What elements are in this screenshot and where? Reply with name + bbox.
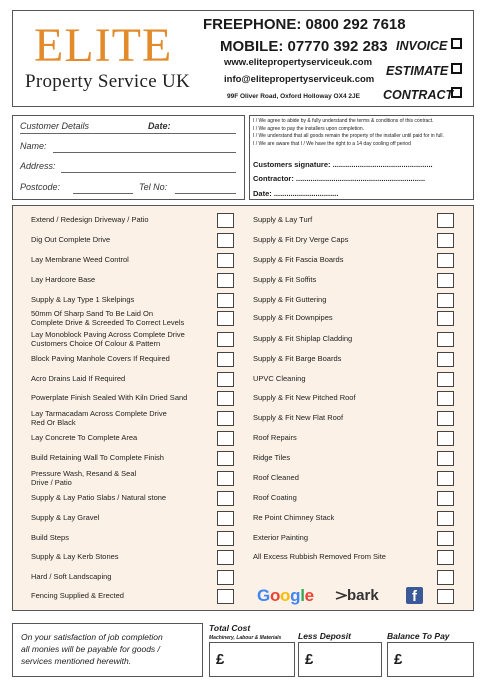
service-label: 50mm Of Sharp Sand To Be Laid On Complete Drive & Screeded To Correct Levels [31,309,185,327]
service-label: Supply & Fit New Pitched Roof [253,393,356,403]
address-label: Address: [20,161,56,171]
service-checkbox[interactable] [437,531,454,546]
service-checkbox[interactable] [217,332,234,347]
service-checkbox[interactable] [437,570,454,585]
google-letter-o2: o [280,586,291,605]
service-checkbox[interactable] [437,471,454,486]
service-label: Lay Membrane Weed Control [31,255,129,265]
term-line: I / We agree to abide by & fully understand the terms & conditions of this contract. [253,118,434,124]
less-deposit-label: Less Deposit [298,631,351,641]
terms-panel [249,115,474,200]
service-label: Supply & Fit New Flat Roof [253,413,344,423]
service-checkbox[interactable] [217,213,234,228]
service-checkbox[interactable] [217,391,234,406]
contractor-field[interactable]: Contractor: .............................................................. [253,174,426,183]
terms-date-field[interactable]: Date: ............................... [253,189,339,198]
google-letter-g: G [257,586,270,605]
service-label: Supply & Fit Guttering [253,295,327,305]
service-checkbox[interactable] [217,570,234,585]
currency-symbol: £ [394,651,403,668]
service-checkbox[interactable] [437,311,454,326]
service-checkbox[interactable] [437,273,454,288]
service-label: Supply & Lay Patio Slabs / Natural stone [31,493,167,503]
logo-text: ELITE [34,19,173,72]
service-checkbox[interactable] [217,253,234,268]
services-panel [12,205,474,611]
service-checkbox[interactable] [217,491,234,506]
service-checkbox[interactable] [437,411,454,426]
service-label: Supply & Fit Soffits [253,275,317,285]
service-checkbox[interactable] [437,372,454,387]
service-checkbox[interactable] [217,431,234,446]
service-label: Supply & Lay Gravel [31,513,100,523]
service-checkbox[interactable] [217,550,234,565]
service-label: Supply & Fit Dry Verge Caps [253,235,349,245]
bark-logo [335,588,379,603]
google-logo [257,587,314,604]
freephone-number: FREEPHONE: 0800 292 7618 [203,16,406,33]
service-checkbox[interactable] [217,233,234,248]
google-letter-g2: g [290,586,301,605]
service-label: Lay Concrete To Complete Area [31,433,138,443]
doc-type-invoice-label: INVOICE [396,39,448,53]
service-label: Supply & Lay Type 1 Skelpings [31,295,135,305]
service-checkbox[interactable] [437,352,454,367]
service-checkbox[interactable] [217,589,234,604]
term-line: I / We understand that all goods remain the property of the installer until paid for in full. [253,133,444,139]
service-checkbox[interactable] [437,233,454,248]
bark-arrow-icon [335,590,347,601]
service-label: Supply & Fit Downpipes [253,313,333,323]
currency-symbol: £ [305,651,314,668]
currency-symbol: £ [216,651,225,668]
service-label: Build Steps [31,533,69,543]
logo-subtitle: Property Service UK [25,71,191,92]
bark-text: bark [347,587,379,604]
service-label: Supply & Fit Barge Boards [253,354,342,364]
service-label: Build Retaining Wall To Complete Finish [31,453,164,463]
mobile-number: MOBILE: 07770 392 283 [220,38,388,55]
term-line: I / We are aware that I / We have the right to a 14 day cooling off period [253,140,411,147]
service-label: Hard / Soft Landscaping [31,572,112,582]
invoice-checkbox[interactable] [451,38,462,49]
doc-type-estimate-label: ESTIMATE [386,64,449,78]
total-cost-field[interactable] [209,642,295,677]
service-checkbox[interactable] [217,273,234,288]
service-checkbox[interactable] [437,293,454,308]
service-label: Fencing Supplied & Erected [31,591,124,601]
service-label: Lay Tarmacadam Across Complete Drive Red Or Black [31,409,167,427]
address-field[interactable] [61,172,236,173]
service-checkbox[interactable] [437,332,454,347]
google-letter-e: e [304,586,314,605]
service-checkbox[interactable] [437,491,454,506]
service-checkbox[interactable] [217,531,234,546]
service-checkbox[interactable] [217,511,234,526]
total-cost-label: Total Cost [209,623,251,633]
postcode-field[interactable] [73,193,133,194]
customer-details-title: Customer Details [20,121,90,131]
google-letter-l: l [300,586,305,605]
service-checkbox[interactable] [217,471,234,486]
service-checkbox[interactable] [217,293,234,308]
term-line: I / We agree to pay the installers upon completion. [253,125,365,132]
service-label: Acro Drains Laid If Required [31,374,126,384]
service-checkbox[interactable] [217,372,234,387]
payment-note-text: On your satisfaction of job completion all monies will be payable for goods / services mentioned herewith. [21,632,163,666]
tel-label: Tel No: [139,182,168,192]
company-address: 99F Oliver Road, Oxford Holloway OX4 2JE [227,93,360,100]
service-label: Dig Out Complete Drive [31,235,111,245]
tel-field[interactable] [175,193,236,194]
total-cost-sublabel: Machinery, Labour & Materials [209,635,282,641]
service-label: Pressure Wash, Resand & Seal Drive / Patio [31,469,137,487]
service-label: All Excess Rubbish Removed From Site [253,552,386,562]
service-checkbox[interactable] [437,589,454,604]
service-label: Lay Hardcore Base [31,275,96,285]
service-label: Supply & Fit Fascia Boards [253,255,344,265]
date-field[interactable] [20,133,236,134]
service-checkbox[interactable] [437,550,454,565]
estimate-checkbox[interactable] [451,63,462,74]
service-label: Roof Cleaned [253,473,299,483]
balance-field[interactable] [387,642,474,677]
service-checkbox[interactable] [437,431,454,446]
customer-signature-field[interactable]: Customers signature: ................................................ [253,160,433,169]
service-checkbox[interactable] [217,411,234,426]
service-checkbox[interactable] [217,311,234,326]
service-checkbox[interactable] [437,391,454,406]
doc-type-contract-label: CONTRACT [383,88,454,102]
service-label: Roof Coating [253,493,297,503]
less-deposit-field[interactable] [298,642,382,677]
customer-details-panel [12,115,245,200]
email-link[interactable]: info@elitepropertyserviceuk.com [224,74,375,85]
service-checkbox[interactable] [437,511,454,526]
service-checkbox[interactable] [437,451,454,466]
name-label: Name: [20,141,47,151]
service-label: UPVC Cleaning [253,374,306,384]
service-label: Supply & Lay Kerb Stones [31,552,119,562]
service-label: Roof Repairs [253,433,297,443]
service-label: Supply & Lay Turf [253,215,313,225]
service-checkbox[interactable] [217,352,234,367]
contract-checkbox[interactable] [451,87,462,98]
service-label: Powerplate Finish Sealed With Kiln Dried Sand [31,393,188,403]
service-label: Exterior Painting [253,533,309,543]
google-letter-o1: o [269,586,281,605]
balance-label: Balance To Pay [387,631,450,641]
service-checkbox[interactable] [217,451,234,466]
postcode-label: Postcode: [20,182,61,192]
payment-note-panel [12,623,203,677]
service-label: Block Paving Manhole Covers If Required [31,354,170,364]
service-checkbox[interactable] [437,253,454,268]
service-checkbox[interactable] [437,213,454,228]
date-label: Date: [148,121,171,131]
service-label: Extend / Redesign Driveway / Patio [31,215,149,225]
facebook-logo: f [406,587,423,604]
service-label: Ridge Tiles [253,453,291,463]
service-label: Re Point Chimney Stack [253,513,335,523]
service-label: Supply & Fit Shiplap Cladding [253,334,353,344]
website-link[interactable]: www.elitepropertyserviceuk.com [224,57,373,68]
name-field[interactable] [53,152,236,153]
service-label: Lay Monoblock Paving Across Complete Drive Customers Choice Of Colour & Pattern [31,330,185,348]
